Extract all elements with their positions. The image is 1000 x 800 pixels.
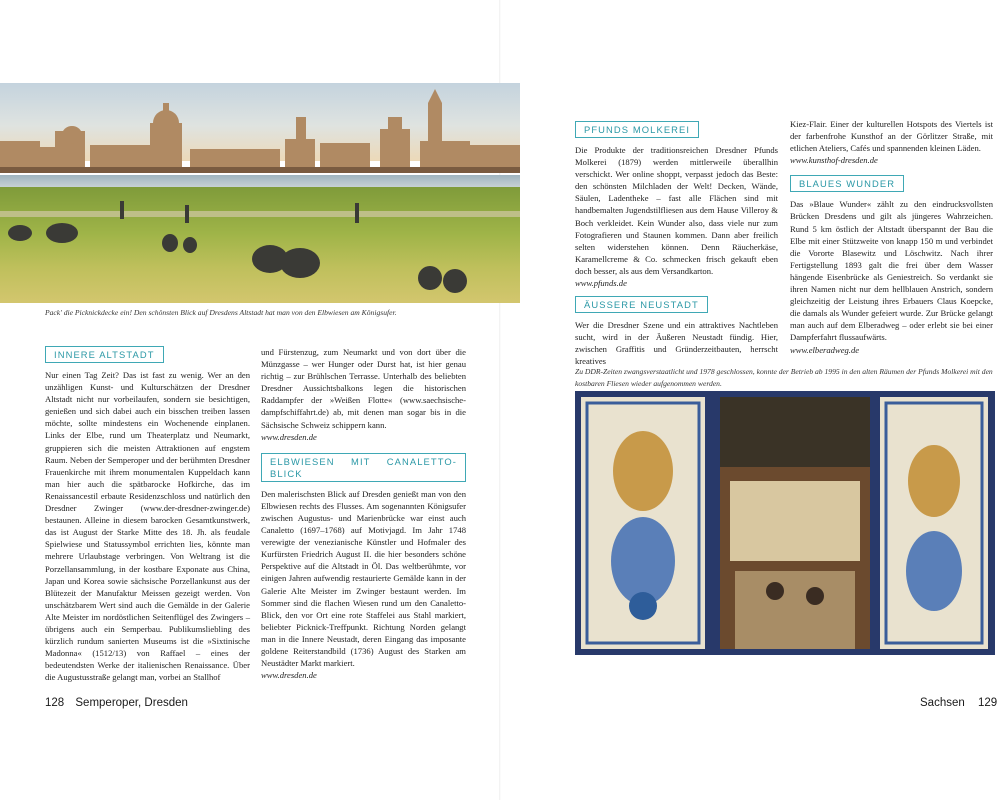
folio-title-left: Semperoper, Dresden [75, 697, 188, 709]
pfunds-molkerei-photo [575, 391, 995, 655]
elberadweg-link[interactable]: www.elberadweg.de [790, 344, 860, 355]
page-number-128: 128 [45, 697, 65, 709]
dresden-link-2[interactable]: www.dresden.de [261, 670, 317, 681]
blaues-wunder-text: Das »Blaue Wunder« zählt zu den eindrucksvollsten Brücken Dresdens und gilt als jüngeres Wahrzeichen. Rund 5 km östlich der Altstadt überspannt der Bau die Elbe mit einer Stützweite von knapp 150 m und verbindet die Vororte Blasewitz und Löschwitz. Nach ihrer Fertigstellung 1893 galt die frei über dem Wasser hängende Eisenbrücke als Geniestreich. So verdankt sie ihren Namen nicht nur dem hellblauen Anstrich, sondern gleichzeitig der Leistung ihres Erbauers Claus Koepcke, die damals als Wunder gefeiert wurde. Zur Brücke gelangt man auch auf dem Elberadweg – oder erlebt sie bei einer Dampferfahrt flussaufwärts. [790, 199, 993, 343]
dresden-photo-caption: Pack' die Picknickdecke ein! Den schönsten Blick auf Dresdens Altstadt hat man von den Elbwiesen am Königsufer. [45, 308, 397, 317]
page-number-right [920, 697, 997, 709]
altstadt-continued-text: und Fürstenzug, zum Neumarkt und von dort über die Münzgasse – wer Hunger oder Durst hat, ist hier genau richtig – zur Brühlschen Terrasse. Unterhalb des beliebten Dresdner Aussichtsbalkons legen die historischen Raddampfer der »Weißen Flotte« (www.saechsische-dampfschiffahrt.de) ab, mit denen man sogar bis in die Sächsische Schweiz schippern kann. [261, 347, 466, 430]
left-column-2 [261, 346, 466, 681]
right-column-1 [575, 121, 778, 368]
dresden-elbwiesen-photo [0, 83, 520, 303]
page-number-left [45, 697, 188, 709]
left-column-1 [45, 346, 250, 683]
pfunds-molkerei-text: Die Produkte der traditionsreichen Dresdner Pfunds Molkerei (1879) werden mittlerweile überallhin verschickt. Wer online shoppt, verpasst jedoch das Beste: den schönsten Milchladen der Welt! Decken, Wände, Säulen, Ladentheke – fast alle Flächen sind mit handbemalten Jugendstilfliesen aus dem Hause Villeroy & Boch verkleidet. Kein Wunder also, dass viele nur zum Fotografieren und Staunen kommen. Dann aber freilich selten widerstehen können. Denn Räucherkäse, Karamellcreme & Co. schmecken frisch gekauft eben doch besser, als aus dem Versandkarton. [575, 145, 778, 276]
heading-pfunds-molkerei: PFUNDS MOLKEREI [575, 121, 699, 138]
tiles-illustration [575, 391, 995, 655]
dresden-link-1[interactable]: www.dresden.de [261, 431, 317, 442]
heading-aeussere-neustadt: ÄUSSERE NEUSTADT [575, 296, 708, 313]
heading-innere-altstadt: INNERE ALTSTADT [45, 346, 164, 363]
pfunds-photo-caption: Zu DDR-Zeiten zwangsverstaatlicht und 1978 geschlossen, konnte der Betrieb ab 1995 in den alten Räumen der Pfunds Molkerei mit den kostbaren Fliesen wieder aufgenommen werden. [575, 367, 993, 388]
kunsthof-link[interactable]: www.kunsthof-dresden.de [790, 155, 878, 166]
elbwiesen-text: Den malerischsten Blick auf Dresden genießt man von den Elbwiesen rechts des Flusses. Am sogenannten Königsufer zwischen Augustus- und Marienbrücke war einst auch Canaletto (1697–1768) auf Motivjagd. Im Jahr 1748 verewigte der venezianische Künstler und Hofmaler des Kurfürsten Friedrich August II. die hier besonders schöne Perspektive auf die Altstadt in Öl. Das weltberühmte, vor einigen Jahren aufwendig restaurierte Gemälde kann in der Galerie Alte Meister im Zwinger bestaunt werden. Im Sommer sind die flachen Wiesen rund um den Canaletto-Blick, den vor Ort eine rote Staffelei aus Stahl markiert, beliebter Picknick-Treffpunkt. Richtung Norden gelangt man in die Innere Neustadt, deren Eingang das imposante goldene Reiterstandbild (1736) August des Starken am Neustädter Markt markiert. [261, 488, 466, 669]
right-column-2 [790, 118, 993, 356]
pfunds-link[interactable]: www.pfunds.de [575, 278, 627, 289]
aeussere-neustadt-text: Wer die Dresdner Szene und ein attraktives Nachtleben sucht, wird in der Äußeren Neustadt fündig. Hier, zwischen Graffitis und Gründerzeitbauten, herrscht kreatives [575, 320, 778, 367]
page-number-129: 129 [977, 697, 998, 709]
heading-elbwiesen: ELBWIESEN MIT CANALETTO-BLICK [261, 453, 466, 482]
neustadt-continued-text: Kiez-Flair. Einer der kulturellen Hotspots des Viertels ist der farbenfrohe Kunsthof an der Görlitzer Straße, mit etlichen Ateliers, Cafés und spannenden kleinen Läden. [790, 119, 993, 154]
innere-altstadt-text: Nur einen Tag Zeit? Das ist fast zu wenig. Wer an den unzähligen Kunst- und Kulturschätzen der Dresdner Altstadt nicht nur vorbeilaufen, sondern sie besichtigen, genießen und sich dabei auch ein bisschen treiben lassen möchte, sollte mindestens ein Wochenende einplanen. Links der Elbe, rund um Theaterplatz und Neumarkt, gruppieren sich die meisten Attraktionen auf engstem Raum. Neben der Semperoper und der berühmten Dresdner Frauenkirche mit ihrem monumentalen Kuppeldach kann man hier auch die spätbarocke Hofkirche, das im Renaissancestil erbaute Residenzschloss und natürlich den Dresdner Zwinger (www.der-dresdner-zwinger.de) bestaunen. Alleine in diesem barocken Gesamtkunstwerk, das ist August der Starke Mitte des 18. Jh. als feudale Spielwiese und Statussymbol errichten lies, könnte man mehrere Urlaubstage verbringen. Von Weltrang ist die Porzellansammlung, in der kostbare Exponate aus China, Japan und Korea sowie sächsische Porzellankunst aus der Blütezeit der Manufaktur Meissen gezeigt werden. Von unschätzbarem Wert sind auch die Gemälde in der Galerie Alte Meister im nordöstlichen Seitenflügel des Zwingers – übrigens auch ein Semperbau. Publikumsliebling des kürzlich rundum sanierten Museums ist die »Sixtinische Madonna« (1512/13) von Raffael – eines der bedeutendsten Werke der italienischen Renaissance. Über die Augustusstraße gelangt man, vorbei an Stallhof [45, 370, 250, 683]
photo-picnickers [0, 83, 520, 303]
folio-title-right: Sachsen [920, 697, 965, 709]
heading-blaues-wunder: BLAUES WUNDER [790, 175, 904, 192]
